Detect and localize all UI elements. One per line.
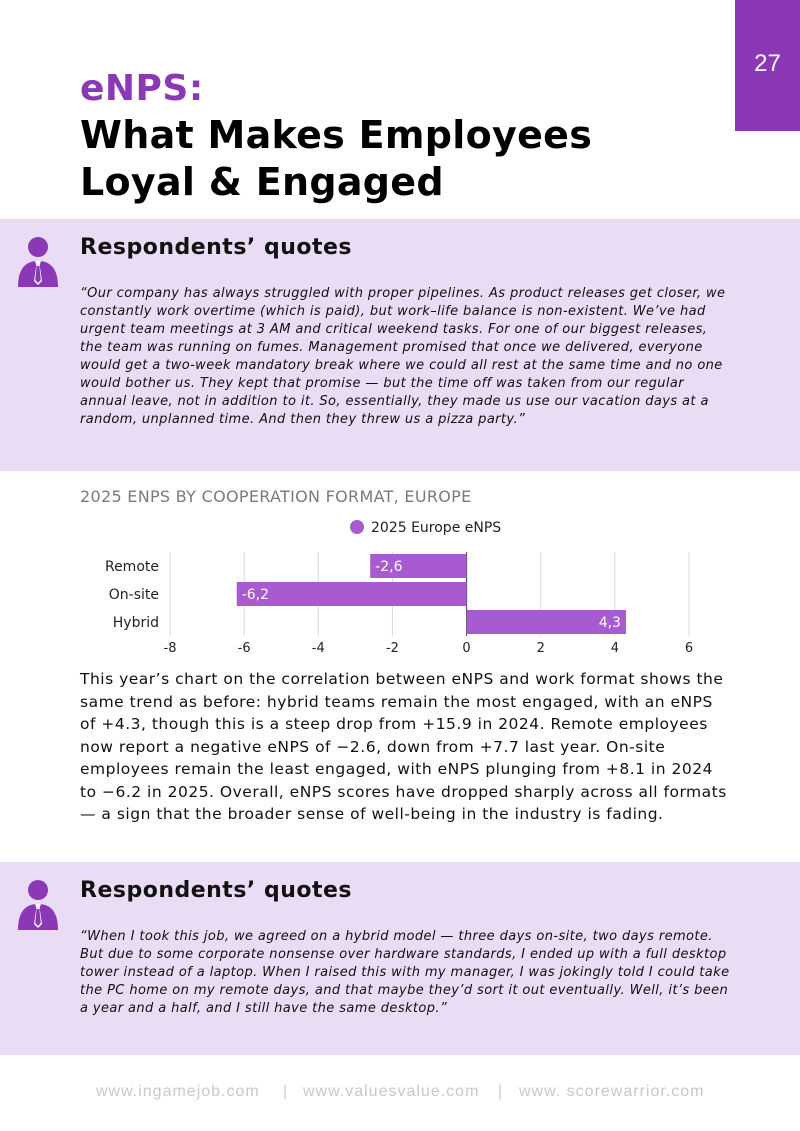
x-tick-label: 2	[536, 641, 545, 656]
category-label: Hybrid	[112, 615, 159, 631]
bar-data-label: -6,2	[241, 587, 270, 603]
x-tick-label: -4	[311, 641, 325, 656]
footer-separator: |	[498, 1083, 504, 1100]
footer-link-ingamejob[interactable]: www.ingamejob.com	[96, 1083, 260, 1100]
chart-title: 2025 ENPS BY COOPERATION FORMAT, EUROPE	[80, 487, 472, 506]
legend-label: 2025 Europe eNPS	[371, 520, 502, 536]
page-title: What Makes Employees Loyal & Engaged	[80, 113, 593, 204]
footer-separator: |	[283, 1083, 289, 1100]
page-number-tab	[735, 0, 800, 131]
x-tick-label: 4	[610, 641, 619, 656]
bar-data-label: 4,3	[598, 615, 621, 631]
enps-bar-chart	[0, 510, 800, 660]
x-tick-label: 6	[684, 641, 694, 656]
x-tick-label: -6	[237, 641, 251, 656]
title-accent: eNPS:	[80, 68, 204, 109]
person-with-tie-icon	[17, 880, 59, 932]
person-with-tie-icon	[17, 237, 59, 289]
quote-heading: Respondents’ quotes	[80, 235, 352, 260]
quote-heading: Respondents’ quotes	[80, 878, 352, 903]
footer-link-valuesvalue[interactable]: www.valuesvalue.com	[303, 1083, 480, 1100]
x-tick-label: 0	[462, 641, 471, 656]
bar-on-site	[237, 582, 467, 606]
x-tick-label: -2	[385, 641, 399, 656]
footer	[0, 1083, 800, 1105]
page-number: 27	[754, 50, 781, 77]
category-label: On-site	[108, 587, 159, 603]
footer-link-scorewarrior[interactable]: www. scorewarrior.com	[519, 1083, 705, 1100]
bar-data-label: -2,6	[375, 559, 403, 575]
category-label: Remote	[104, 559, 159, 575]
quote-text: “When I took this job, we agreed on a hybrid model — three days on-site, two days remote. But due to some corporate nonsense over hardware standards, I ended up with a full desktop tower instead of a laptop. When I raised this with my manager, I was jokingly told I could take the PC home on my remote days, and that maybe they’d sort it out eventually. Well, it’s been a year and a half, and I still have the same desktop.”	[80, 929, 730, 1016]
x-tick-label: -8	[163, 641, 177, 656]
quote-section-1	[0, 219, 800, 471]
body-paragraph: This year’s chart on the correlation between eNPS and work format shows the same trend as before: hybrid teams remain the most engaged, with an eNPS of +4.3, though this is a steep drop from +15.9 in 2024. Remote employees now report a negative eNPS of −2.6, down from +7.7 last year. On-site employees remain the least engaged, with eNPS plunging from +8.1 in 2024 to −6.2 in 2025. Overall, eNPS scores have dropped sharply across all formats — a sign that the broader sense of well-being in the industry is fading.	[80, 670, 727, 823]
quote-text: “Our company has always struggled with proper pipelines. As product releases get closer, we constantly work overtime (which is paid), but work–life balance is non-existent. We’ve had urgent team meetings at 3 AM and critical weekend tasks. For one of our biggest releases, the team was running on fumes. Management promised that once we delivered, everyone would get a two-week mandatory break where we could all rest at the same time and no one would bother us. They kept that promise — but the time off was taken from our regular annual leave, not in addition to it. So, essentially, they made us use our vacation days at a random, unplanned time. And then they threw us a pizza party.”	[80, 286, 726, 427]
quote-section-2	[0, 862, 800, 1055]
legend-marker	[350, 520, 364, 534]
